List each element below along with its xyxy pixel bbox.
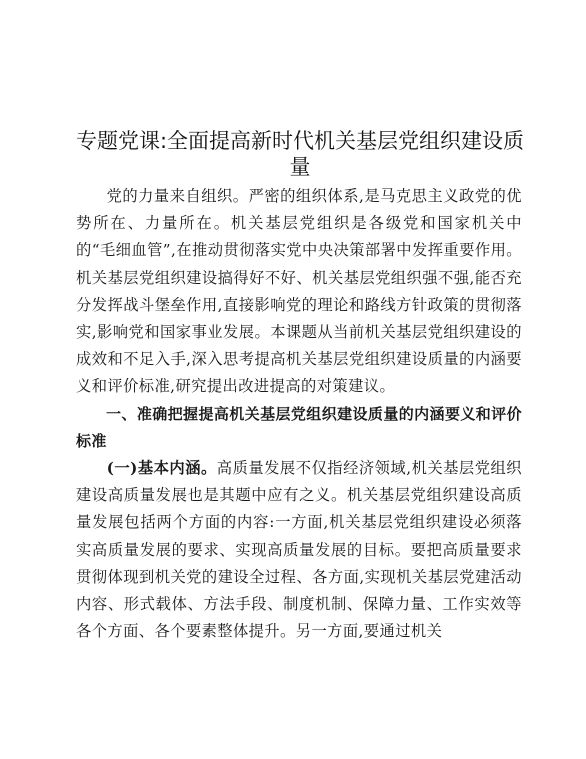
- document-body: [76, 183, 522, 645]
- subsection-lead: (一)基本内涵。: [106, 459, 217, 478]
- subsection-text: 高质量发展不仅指经济领域,机关基层党组织建设高质量发展也是其题中应有之义。机关基层党组织建设高质量发展包括两个方面的内容:一方面,机关基层党组织建设必须落实高质量发展的要求、实现高质量发展的目标。要把高质量要求贯彻体现到机关党的建设全过程、各方面,实现机关基层党建活动内容、形式载体、方法手段、制度机制、保障力量、工作实效等各个方面、各个要素整体提升。另一方面,要通过机关: [76, 459, 522, 641]
- section-heading: 一、准确把握提高机关基层党组织建设质量的内涵要义和评价标准: [76, 404, 522, 450]
- subsection-paragraph: [76, 455, 522, 645]
- document-title: 专题党课:全面提高新时代机关基层党组织建设质量: [75, 129, 525, 179]
- intro-paragraph: 党的力量来自组织。严密的组织体系,是马克思主义政党的优势所在、力量所在。机关基层党组织是各级党和国家机关中的“毛细血管”,在推动贯彻落实党中央决策部署中发挥重要作用。机关基层党组织建设搞得好不好、机关基层党组织强不强,能否充分发挥战斗堡垒作用,直接影响党的理论和路线方针政策的贯彻落实,影响党和国家事业发展。本课题从当前机关基层党组织建设的成效和不足入手,深入思考提高机关基层党组织建设质量的内涵要义和评价标准,研究提出改进提高的对策建议。: [76, 187, 522, 396]
